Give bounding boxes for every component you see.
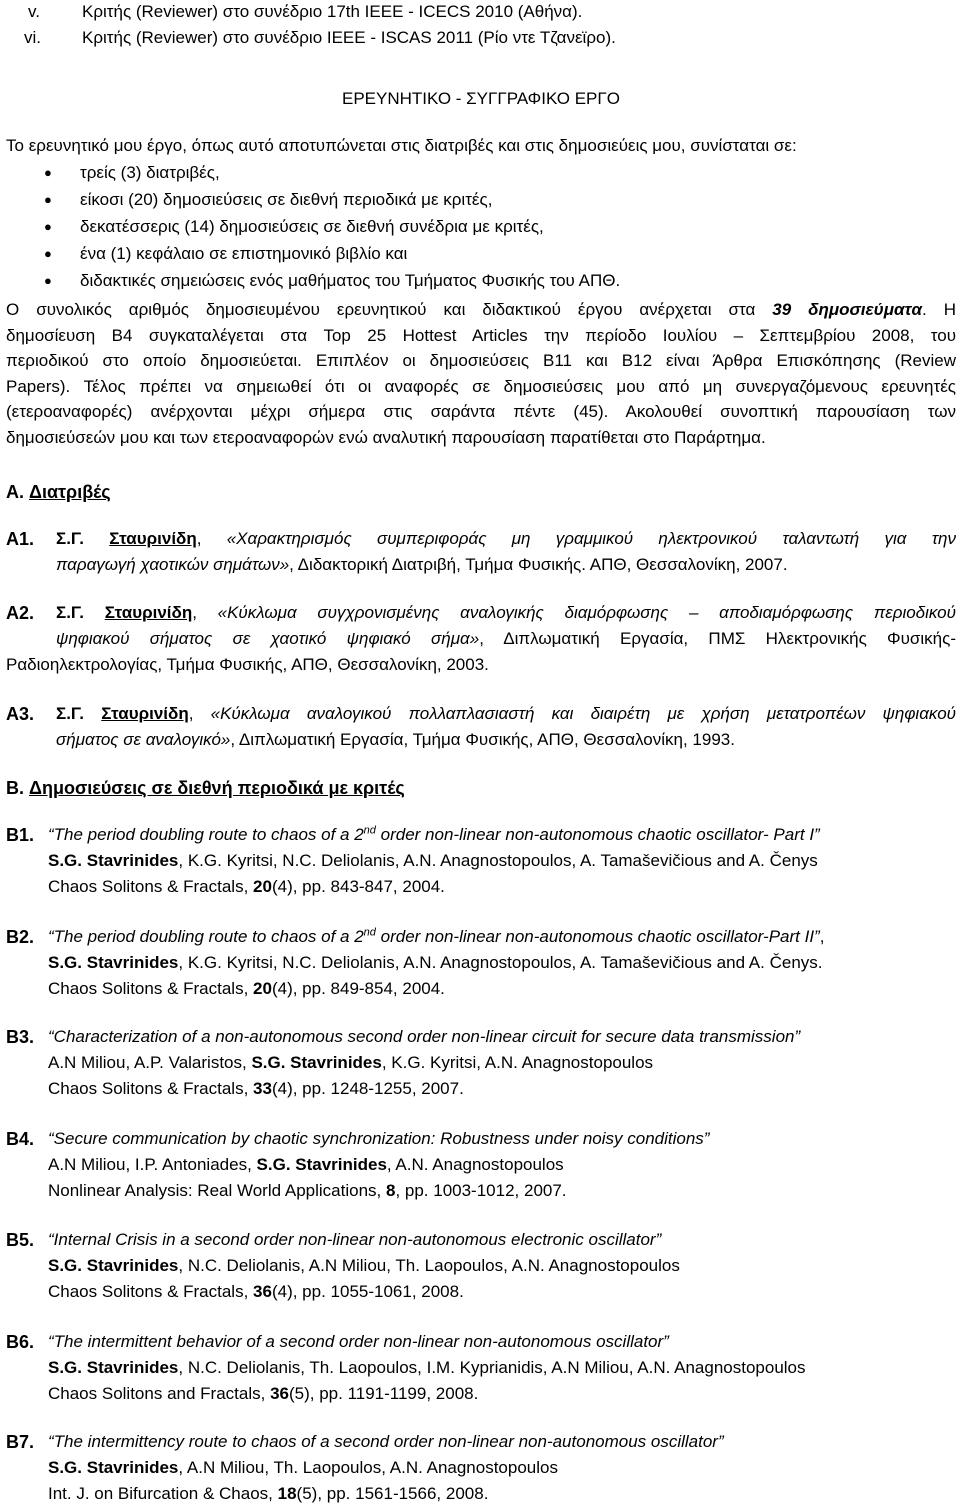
paper-title: “Internal Crisis in a second order non-linear non-autonomous electronic oscillator” (48, 1230, 662, 1249)
paper-title: “The period doubling route to chaos of a 2nd order non-linear non-autonomous chaotic oscillator- Part I” (48, 824, 820, 844)
publications-count: 39 δημοσιεύματα (772, 300, 923, 319)
entry-label: Α1. (6, 529, 35, 549)
entry-label: Β6. (6, 1332, 35, 1352)
paper-entry (6, 1329, 956, 1407)
role-text: Κριτής (Reviewer) στο συνέδριο 17th IEEE - ICECS 2010 (Αθήνα). (82, 2, 583, 21)
summary-paragraph (6, 297, 956, 451)
author-name: Σταυρινίδη (109, 529, 197, 548)
thesis-title: «Κύκλωμα αναλογικού πολλαπλασιαστή και διαιρέτη με χρήση μετατροπέων ψηφιακού (210, 704, 956, 723)
entry-label: Β1. (6, 825, 35, 845)
paper-entry (6, 822, 956, 900)
summary-line: περιοδικού στο οποίο δημοσιεύεται. Επιπλέον οι δημοσιεύσεις Β11 και Β12 είναι Άρθρα Επισκόπησης (Review (6, 351, 956, 371)
role-number: v. (28, 2, 40, 21)
paper-journal: Chaos Solitons & Fractals, 20(4), pp. 849-854, 2004. (48, 979, 445, 998)
author-name: Σταυρινίδη (104, 603, 193, 622)
paper-authors: S.G. Stavrinides, N.C. Deliolanis, Th. Laopoulos, I.M. Kyprianidis, A.N Miliou, A.N. Anagnostopoulos (48, 1358, 806, 1377)
thesis-entry: Α1. Σ.Γ. Σταυρινίδη, «Χαρακτηρισμός συμπεριφοράς μη γραμμικού ηλεκτρονικού ταλαντωτή για την παραγωγή χαοτικών σημάτων», Διδακτορική Διατριβή, Τμήμα Φυσικής. ΑΠΘ, Θεσσαλονίκη, 2007. (6, 526, 956, 578)
bullet-text: διδακτικές σημειώσεις ενός μαθήματος του Τμήματος Φυσικής του ΑΠΘ. (80, 271, 621, 290)
paper-entry (6, 1024, 956, 1102)
paper-title: “Secure communication by chaotic synchronization: Robustness under noisy conditions” (48, 1129, 710, 1148)
paper-journal: Chaos Solitons & Fractals, 36(4), pp. 1055-1061, 2008. (48, 1282, 464, 1301)
paper-journal: Chaos Solitons & Fractals, 20(4), pp. 843-847, 2004. (48, 877, 445, 896)
thesis-entry: Α3. Σ.Γ. Σταυρινίδη, «Κύκλωμα αναλογικού πολλαπλασιαστή και διαιρέτη με χρήση μετατροπέων ψηφιακού σήματος σε αναλογικό», Διπλωματική Εργασία, Τμήμα Φυσικής, ΑΠΘ, Θεσσαλονίκη, 1993. (6, 701, 956, 753)
bullet-text: δεκατέσσερις (14) δημοσιεύσεις σε διεθνή συνέδρια με κριτές, (80, 217, 544, 236)
bullet-icon: ● (44, 219, 52, 234)
section-heading-research: ΕΡΕΥΝΗΤΙΚΟ - ΣΥΓΓΡΑΦΙΚΟ ΕΡΓΟ (342, 89, 620, 108)
paper-authors: A.N Miliou, A.P. Valaristos, S.G. Stavrinides, K.G. Kyritsi, A.N. Anagnostopoulos (48, 1053, 654, 1072)
thesis-title: «Κύκλωμα συγχρονισμένης αναλογικής διαμόρφωσης – αποδιαμόρφωσης περιοδικού (217, 603, 956, 622)
summary-line: Ο συνολικός αριθμός δημοσιευμένου ερευνητικού και διδακτικού έργου ανέρχεται στα 39 δημοσιεύματα. Η (6, 300, 956, 319)
paper-entry (6, 1429, 956, 1507)
paper-journal: Chaos Solitons and Fractals, 36(5), pp. 1191-1199, 2008. (48, 1384, 479, 1403)
paper-entry (6, 1126, 956, 1204)
entry-label: Β7. (6, 1432, 35, 1452)
summary-line: Papers). Τέλος πρέπει να σημειωθεί ότι οι αναφορές σε δημοσιεύσεις μου από μη συνεργαζόμενους ερευνητές (6, 376, 956, 396)
paper-authors: S.G. Stavrinides, A.N Miliou, Th. Laopoulos, A.N. Anagnostopoulos (48, 1458, 558, 1477)
paper-title: “The intermittent behavior of a second order non-linear non-autonomous oscillator” (48, 1332, 669, 1351)
bullet-icon: ● (44, 246, 52, 261)
paper-journal: Chaos Solitons & Fractals, 33(4), pp. 1248-1255, 2007. (48, 1079, 464, 1098)
author-name: Σταυρινίδη (101, 704, 189, 723)
paper-authors: A.N Miliou, I.P. Antoniades, S.G. Stavrinides, A.N. Anagnostopoulos (48, 1155, 564, 1174)
role-number: vi. (24, 28, 41, 47)
bullet-text: τρείς (3) διατριβές, (80, 163, 220, 182)
bullet-text: ένα (1) κεφάλαιο σε επιστημονικό βιβλίο και (80, 244, 408, 263)
section-heading-theses: Α. Διατριβές (6, 482, 111, 502)
thesis-entry: Α2. Σ.Γ. Σταυρινίδη, «Κύκλωμα συγχρονισμένης αναλογικής διαμόρφωσης – αποδιαμόρφωσης περιοδικού ψηφιακού σήματος σε χαοτικό ψηφιακό σήμα», Διπλωματική Εργασία, ΠΜΣ Ηλεκτρονικής Φυσικής- Ραδιοηλεκτρολογίας, Τμήμα Φυσικής, ΑΠΘ, Θεσσαλονίκη, 2003. (6, 600, 956, 678)
paper-title: “The intermittency route to chaos of a second order non-linear non-autonomous oscillator” (48, 1432, 724, 1451)
paper-entry (6, 1227, 956, 1305)
bullet-text: είκοσι (20) δημοσιεύσεις σε διεθνή περιοδικά με κριτές, (80, 190, 493, 209)
entry-label: Β5. (6, 1230, 35, 1250)
section-heading-journal-papers: Β. Δημοσιεύσεις σε διεθνή περιοδικά με κριτές (6, 778, 405, 798)
entry-label: Β3. (6, 1027, 35, 1047)
summary-line: δημοσίευση Β4 συγκαταλέγεται στα Top 25 Hottest Articles την περίοδο Ιουλίου – Σεπτεμβρίου 2008, του (6, 325, 956, 345)
paper-title: “The period doubling route to chaos of a 2nd order non-linear non-autonomous chaotic oscillator-Part II”, (48, 926, 825, 946)
entry-label: Α3. (6, 704, 35, 724)
bullet-icon: ● (44, 165, 52, 180)
paper-entry (6, 924, 956, 1002)
role-text: Κριτής (Reviewer) στο συνέδριο IEEE - ISCAS 2011 (Ρίο ντε Τζανεϊρο). (82, 28, 616, 47)
paper-journal: Int. J. on Bifurcation & Chaos, 18(5), pp. 1561-1566, 2008. (48, 1484, 489, 1503)
paper-authors: S.G. Stavrinides, K.G. Kyritsi, N.C. Deliolanis, A.N. Anagnostopoulos, A. Tamaševičious and A. Čenys. (48, 953, 823, 972)
bullet-icon: ● (44, 192, 52, 207)
paper-title: “Characterization of a non-autonomous second order non-linear circuit for secure data transmission” (48, 1027, 801, 1046)
entry-label: Β2. (6, 927, 35, 947)
thesis-title: «Χαρακτηρισμός συμπεριφοράς μη γραμμικού ηλεκτρονικού ταλαντωτή για την (226, 529, 956, 548)
intro-text: Το ερευνητικό μου έργο, όπως αυτό αποτυπώνεται στις διατριβές και στις δημοσιεύεις μου, συνίσταται σε: (6, 136, 797, 155)
entry-label: Α2. (6, 603, 35, 623)
paper-authors: S.G. Stavrinides, K.G. Kyritsi, N.C. Deliolanis, A.N. Anagnostopoulos, A. Tamaševičious and A. Čenys (48, 851, 818, 870)
entry-label: Β4. (6, 1129, 35, 1149)
summary-line: (ετεροαναφορές) ανέρχονται μέχρι σήμερα στις σαράντα πέντε (45). Ακολουθεί συνοπτική παρουσίαση των (6, 402, 956, 422)
paper-authors: S.G. Stavrinides, N.C. Deliolanis, A.N Miliou, Th. Laopoulos, A.N. Anagnostopoulos (48, 1256, 680, 1275)
bullet-icon: ● (44, 273, 52, 288)
summary-line: δημοσιεύσεών μου και των ετεροαναφορών ενώ αναλυτική παρουσίαση παρατίθεται στο Παράρτημα. (6, 427, 766, 447)
paper-journal: Nonlinear Analysis: Real World Applications, 8, pp. 1003-1012, 2007. (48, 1181, 567, 1200)
